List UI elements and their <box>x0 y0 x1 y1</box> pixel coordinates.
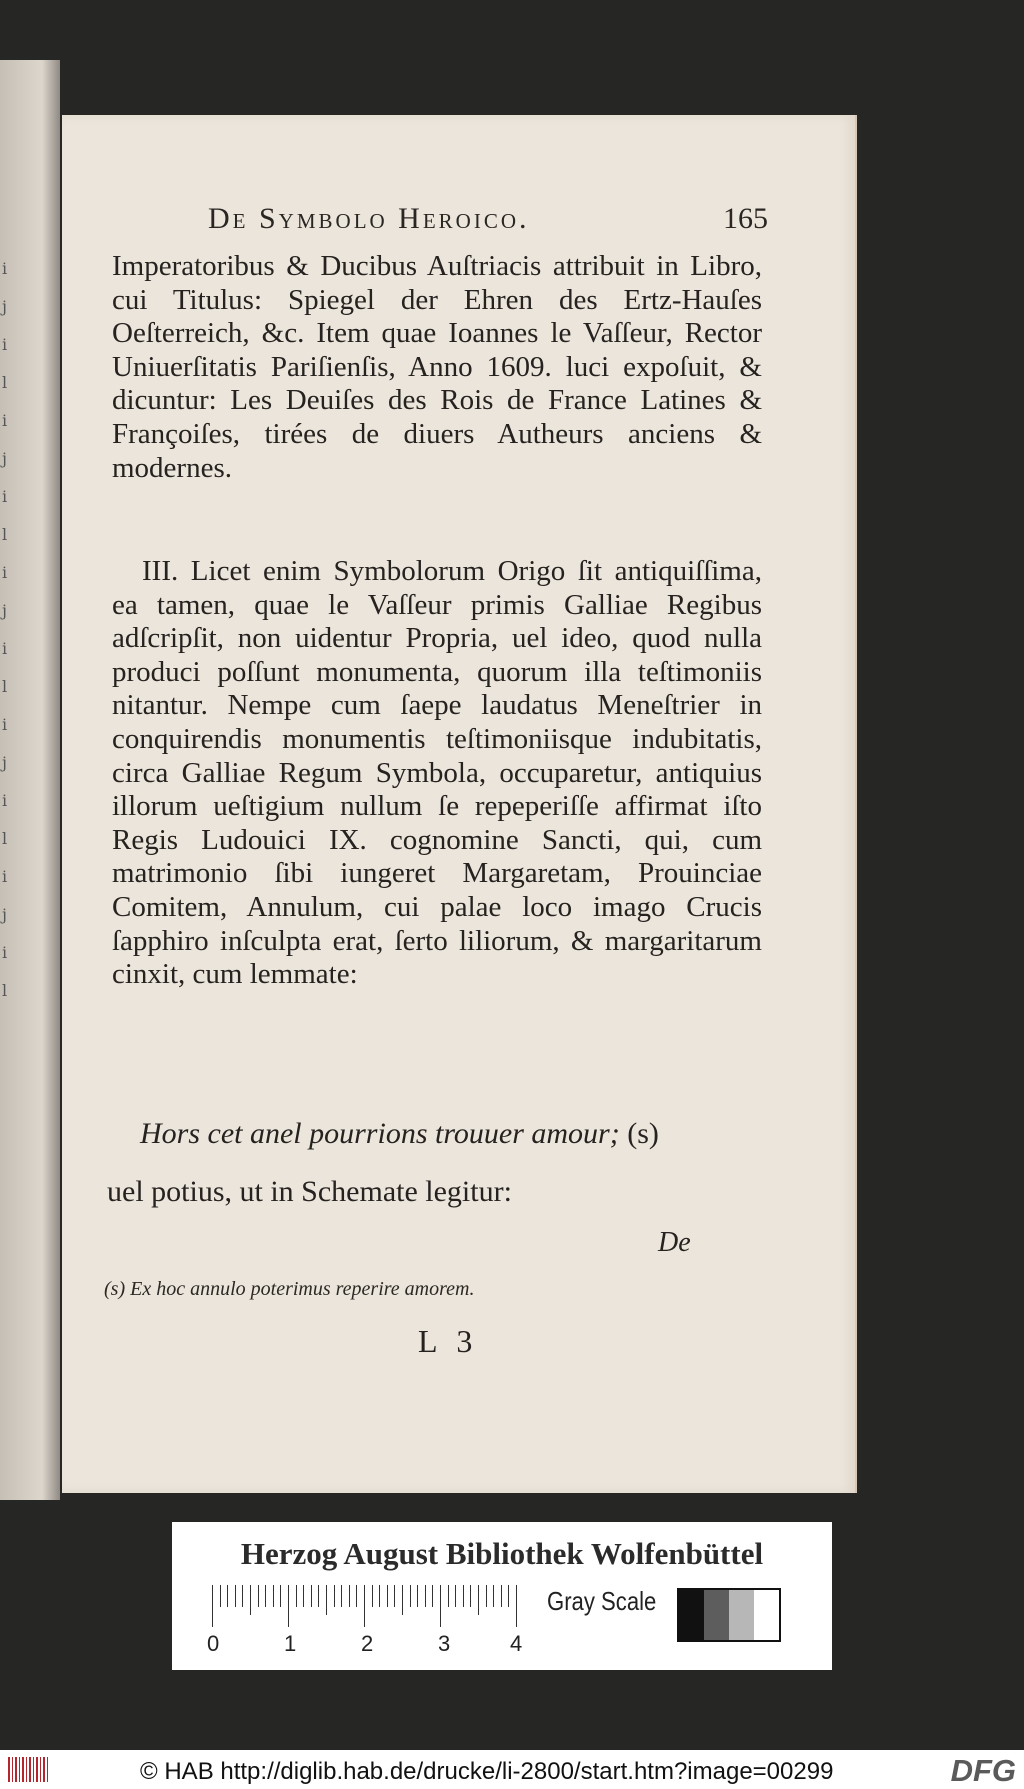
ruler-tick <box>501 1585 502 1607</box>
ruler-tick <box>258 1585 259 1607</box>
ruler-number: 0 <box>207 1631 220 1656</box>
paragraph-2-text: III. Licet enim Symbolorum Origo ſit antiquiſſima, ea tamen, quae le Vaſſeur primis Galliae Regibus adſcripſit, non uidentur Propria, uel ideo, quod nulla produci poſſunt monumenta, quorum illa teſtimoniis nitantur. Nempe cum ſaepe laudatus Meneſtrier in conquirendis monumentis teſtimoniisque indubitatis, circa Galliae Regum Symbola, occuparetur, antiquius illorum ueſtigium nullum ſe repeperiſſe affirmat iſto Regis Ludouici IX. cognomine Sancti, qui, cum matrimonio ſibi iungeret Margaretam, Prouinciae Comitem, Annulum, cui palae loco imago Crucis ſapphiro inſculpta erat, ſerto liliorum, & margaritarum cinxit, cum lemmate: <box>112 555 762 991</box>
verse-line <box>140 1117 760 1151</box>
running-title: De Symbolo Heroico. <box>208 202 530 235</box>
ruler-tick <box>341 1585 342 1607</box>
gray-scale-swatches <box>677 1588 781 1642</box>
ruler-tick <box>379 1585 380 1607</box>
ruler-tick <box>463 1585 464 1607</box>
ruler-tick <box>220 1585 221 1607</box>
ruler-tick <box>326 1585 327 1615</box>
ruler-tick <box>212 1585 213 1627</box>
ruler-tick <box>311 1585 312 1607</box>
ruler-number: 2 <box>361 1631 374 1656</box>
ruler-tick <box>455 1585 456 1607</box>
gray-swatch <box>729 1590 754 1640</box>
ruler-tick <box>493 1585 494 1607</box>
ruler-tick <box>440 1585 441 1627</box>
footnote: (s) Ex hoc annulo poterimus reperire amorem. <box>104 1278 475 1300</box>
ruler <box>212 1585 512 1627</box>
ruler-tick <box>478 1585 479 1615</box>
ruler-tick <box>486 1585 487 1607</box>
dfg-logo: DFG <box>950 1753 1016 1788</box>
ruler-tick <box>242 1585 243 1607</box>
barcode-logo <box>8 1757 48 1782</box>
ruler-number: 3 <box>438 1631 451 1656</box>
adjacent-page-edge <box>0 60 60 1500</box>
ruler-tick <box>296 1585 297 1607</box>
color-calibration-card <box>172 1522 832 1670</box>
ruler-tick <box>364 1585 365 1627</box>
ruler-tick <box>470 1585 471 1607</box>
ruler-number: 1 <box>284 1631 297 1656</box>
ruler-tick <box>516 1585 517 1627</box>
ruler-tick <box>250 1585 251 1615</box>
ruler-numbers <box>202 1631 522 1659</box>
gray-swatch <box>754 1590 779 1640</box>
ruler-tick <box>227 1585 228 1607</box>
ruler-tick <box>394 1585 395 1607</box>
gray-swatch <box>679 1590 704 1640</box>
adjacent-page-marks: i j i l i j i l i j i l i j i l i j i l <box>2 259 8 1000</box>
signature-mark: L 3 <box>418 1323 479 1359</box>
verse-note-mark: (s) <box>627 1117 659 1150</box>
paragraph-2 <box>112 555 762 992</box>
book-page <box>62 115 855 1493</box>
ruler-tick <box>273 1585 274 1607</box>
after-verse-line: uel potius, ut in Schemate legitur: <box>107 1175 512 1208</box>
ruler-tick <box>508 1585 509 1607</box>
ruler-tick <box>402 1585 403 1615</box>
gray-scale-label: Gray Scale <box>547 1586 657 1616</box>
running-head <box>208 190 768 240</box>
catchword: De <box>658 1227 691 1258</box>
ruler-number: 4 <box>510 1631 523 1656</box>
ruler-tick <box>303 1585 304 1607</box>
paragraph-1 <box>112 250 762 485</box>
ruler-tick <box>265 1585 266 1607</box>
ruler-tick <box>448 1585 449 1607</box>
paragraph-1-text: Imperatoribus & Ducibus Auſtriacis attribuit in Libro, cui Titulus: Spiegel der Ehren des Ertz-Hauſes Oeſterreich, &c. Item quae Ioannes le Vaſſeur, Rector Uniuerſitatis Pariſienſis, Anno 1609. luci expoſuit, & dicuntur: Les Deuiſes des Rois de France Latines & Françoiſes, tirées de diuers Autheurs anciens & modernes. <box>112 250 762 484</box>
ruler-tick <box>280 1585 281 1607</box>
verse-text: Hors cet anel pourrions trouuer amour; <box>140 1117 620 1150</box>
ruler-tick <box>334 1585 335 1607</box>
ruler-tick <box>235 1585 236 1607</box>
library-name: Herzog August Bibliothek Wolfenbüttel <box>240 1536 764 1571</box>
ruler-tick <box>410 1585 411 1607</box>
ruler-tick <box>288 1585 289 1627</box>
ruler-tick <box>372 1585 373 1607</box>
ruler-tick <box>417 1585 418 1607</box>
ruler-tick <box>432 1585 433 1607</box>
copyright-url[interactable]: © HAB http://diglib.hab.de/drucke/li-2800/start.htm?image=00299 <box>140 1758 834 1785</box>
page-number: 165 <box>723 202 768 235</box>
gray-swatch <box>704 1590 729 1640</box>
ruler-tick <box>356 1585 357 1607</box>
ruler-tick <box>425 1585 426 1607</box>
footer-bar <box>0 1750 1024 1789</box>
ruler-tick <box>318 1585 319 1607</box>
ruler-tick <box>349 1585 350 1607</box>
ruler-tick <box>387 1585 388 1607</box>
